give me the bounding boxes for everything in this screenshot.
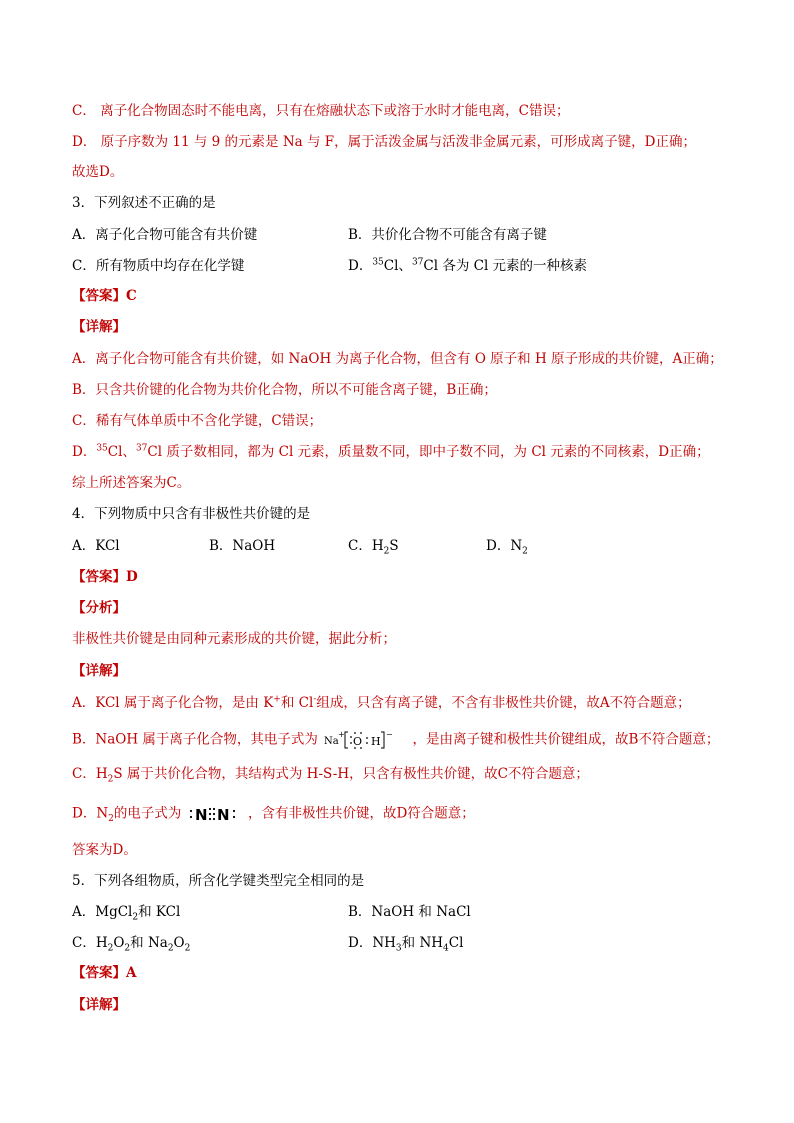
na-charge: + bbox=[338, 730, 345, 739]
q3-option-d: D．$^{35}$Cl、$^{37}$Cl 各为 Cl 元素的一种核素 bbox=[348, 257, 588, 274]
q5-option-a: A．MgCl$_2$和 KCl bbox=[72, 904, 181, 923]
q5-answer: 【答案】A bbox=[72, 965, 137, 981]
q4-option-c: C．$H_2S$ bbox=[348, 538, 399, 557]
n2-electron-formula bbox=[188, 803, 242, 825]
q5-detail-heading: 【详解】 bbox=[72, 997, 126, 1013]
q4-summary: 答案为D。 bbox=[72, 842, 137, 858]
prev-conclusion: 故选D。 bbox=[72, 164, 124, 180]
q5-option-c: C．$H_2O_2$和 $Na_2O_2$ bbox=[72, 935, 191, 954]
prev-option-d-explanation: D． 原子序数为 11 与 9 的元素是 Na 与 F，属于活泼金属与活泼非金属元素，可形成离子键，D正确； bbox=[72, 134, 696, 150]
q3-detail-a: A．离子化合物可能含有共价键，如 NaOH 为离子化合物，但含有 O 原子和 H 原子形成的共价键，A正确； bbox=[72, 351, 723, 367]
q4-detail-d: D．$N_2$的电子式为 N N ，含有非极性共价键，故D符合题意； bbox=[72, 803, 475, 825]
oh-charge: − bbox=[386, 730, 393, 739]
q5-option-d: D．$NH_3$和 $NH_4Cl$ bbox=[348, 935, 464, 954]
q3-detail-b: B．只含共价键的化合物为共价化合物，所以不可能含离子键，B正确； bbox=[72, 382, 497, 398]
q3-detail-heading: 【详解】 bbox=[72, 319, 126, 335]
q3-detail-d: D．$^{35}$Cl、$^{37}$Cl 质子数相同，都为 Cl 元素，质量数不同，即中子数不同，为 Cl 元素的不同核素，D正确； bbox=[72, 443, 710, 460]
q4-analysis-text: 非极性共价键是由同种元素形成的共价键，据此分析； bbox=[72, 631, 396, 647]
q3-answer: 【答案】C bbox=[72, 288, 137, 304]
q5-stem: 5．下列各组物质，所含化学键类型完全相同的是 bbox=[72, 873, 365, 889]
q4-detail-heading: 【详解】 bbox=[72, 663, 126, 679]
q3-option-b: B．共价化合物不可能含有离子键 bbox=[348, 227, 547, 243]
q4-detail-a: A．KCl 属于离子化合物，是由 K+和 Cl-组成，只含有离子键，不含有非极性共价键，故A不符合题意； bbox=[72, 694, 691, 711]
q3-detail-c: C．稀有气体单质中不含化学键，C错误； bbox=[72, 413, 323, 429]
q4-analysis-heading: 【分析】 bbox=[72, 600, 126, 616]
q3-option-a: A．离子化合物可能含有共价键 bbox=[72, 227, 258, 243]
q4-detail-c: C．$H_2S$ 属于共价化合物，其结构式为 H-S-H，只含有极性共价键，故C不符合题意； bbox=[72, 766, 589, 785]
prev-option-c-explanation: C． 离子化合物固态时不能电离，只有在熔融状态下或溶于水时才能电离，C错误； bbox=[72, 103, 570, 119]
naoh-electron-formula bbox=[324, 729, 406, 751]
q4-option-d: D．$N_2$ bbox=[486, 538, 528, 557]
q4-option-b: B．NaOH bbox=[209, 538, 276, 554]
q5-option-b: B．NaOH 和 NaCl bbox=[348, 904, 471, 920]
q4-detail-b: B．NaOH 属于离子化合物，其电子式为 Na + O H − ，是由离子键和极性共价键组成，故B不符合题意； bbox=[72, 729, 719, 751]
q4-option-a: A．KCl bbox=[72, 538, 120, 554]
q4-stem: 4．下列物质中只含有非极性共价键的是 bbox=[72, 506, 311, 522]
na-symbol: Na bbox=[324, 736, 339, 747]
q3-option-c: C．所有物质中均存在化学键 bbox=[72, 258, 245, 274]
h-symbol: H bbox=[371, 735, 381, 748]
q3-summary: 综上所述答案为C。 bbox=[72, 475, 191, 491]
o-symbol: O bbox=[353, 735, 363, 748]
q3-stem: 3．下列叙述不正确的是 bbox=[72, 195, 216, 211]
q4-answer: 【答案】D bbox=[72, 569, 138, 585]
n-symbol-right: N bbox=[216, 806, 230, 824]
n-symbol-left: N bbox=[194, 806, 208, 824]
